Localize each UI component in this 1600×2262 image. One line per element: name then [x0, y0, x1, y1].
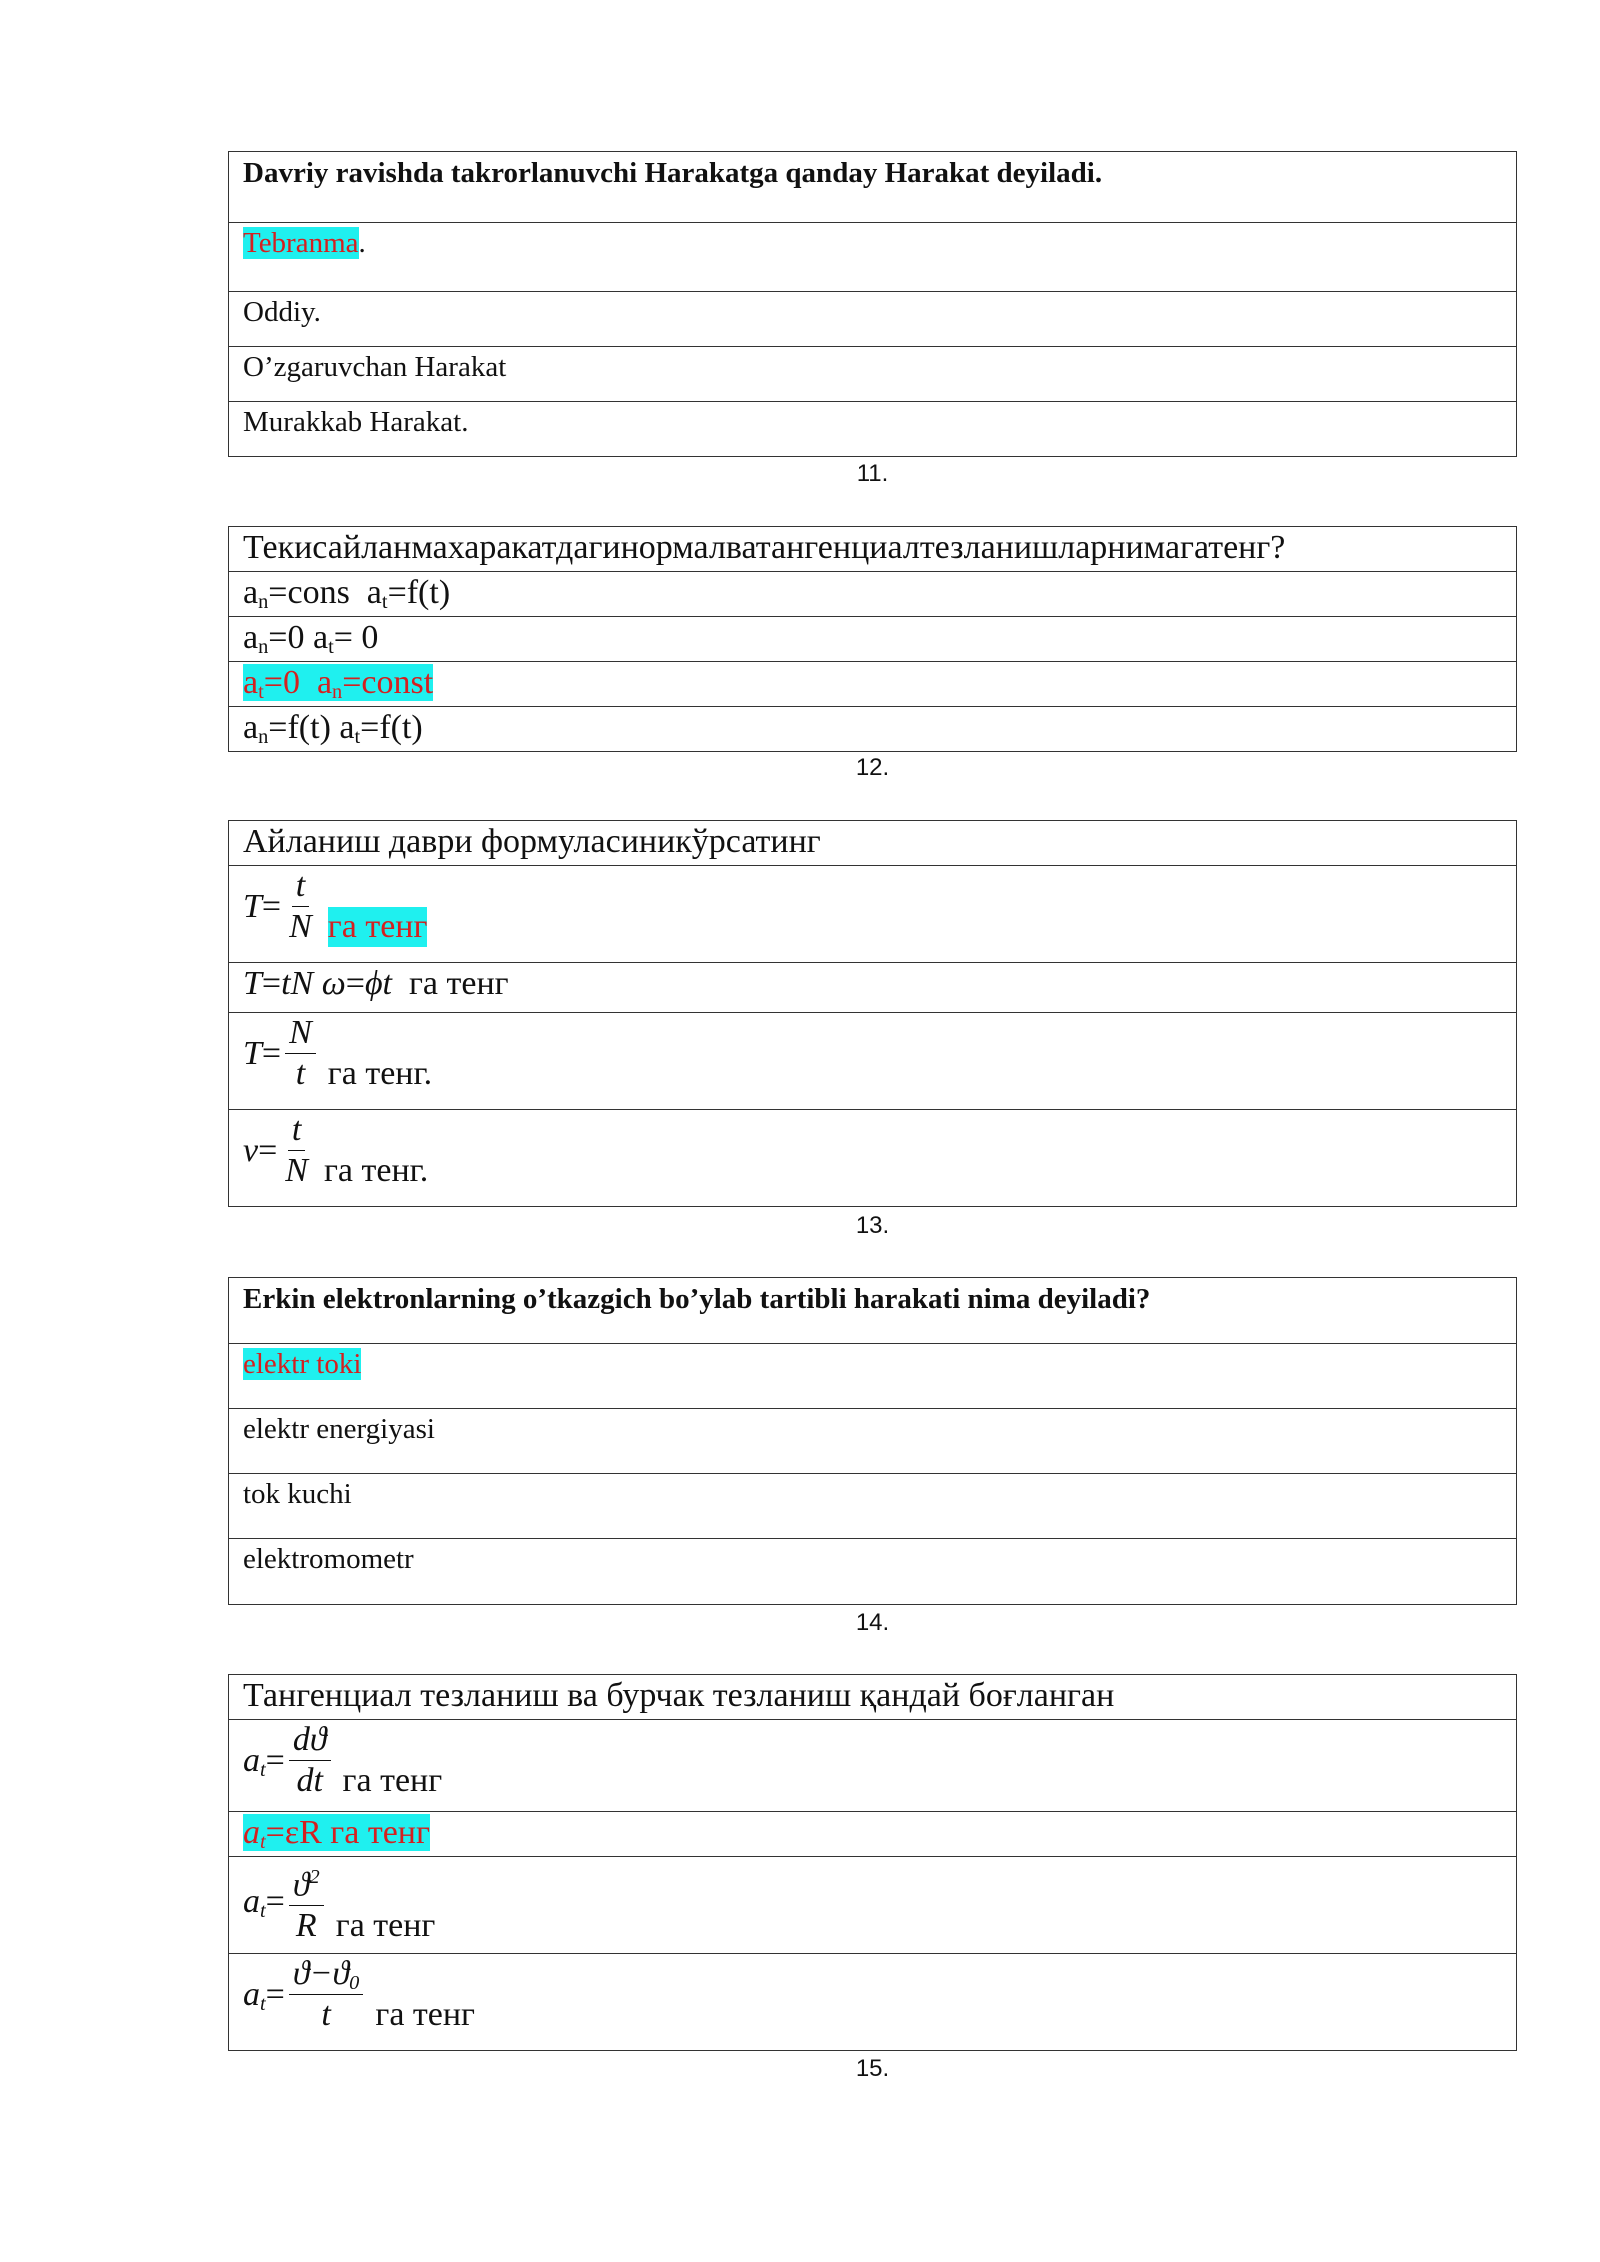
question-12-option-1[interactable]: $a_n=cons$ $a_t=f(t)$ [229, 572, 1517, 617]
formula: v = $\frac{t}{N}$ га тенг. [243, 1111, 429, 1189]
question-14-number: 14. [855, 1609, 890, 1636]
question-13-option-2[interactable]: T=tN ω=ϕt га тенг [229, 963, 1517, 1013]
question-14-option-3[interactable]: tok kuchi [229, 1474, 1517, 1539]
question-14-option-2[interactable]: elektr energiyasi [229, 1409, 1517, 1474]
question-13-option-4[interactable] [229, 1110, 1517, 1207]
formula: $a_t$ = $\frac{ϑ^2}{R}$ га тенг [243, 1857, 1502, 1946]
question-15-option-correct[interactable] [229, 1812, 1517, 1857]
question-15-table [228, 1674, 1517, 2051]
question-11-option-3[interactable]: O’zgaruvchan Harakat [229, 347, 1517, 402]
question-15-option-4[interactable] [229, 1954, 1517, 2051]
question-14-option-correct[interactable] [229, 1344, 1517, 1409]
question-13-option-correct[interactable] [229, 866, 1517, 963]
correct-answer-highlight: $a_t=\varepsilon R$ га тенг [243, 1814, 430, 1854]
question-14-option-4[interactable]: elektromometr [229, 1539, 1517, 1605]
correct-answer-highlight: $a_t=0$ $a_n=const$ [243, 664, 434, 704]
question-13-table [228, 820, 1517, 1207]
question-11-number: 11. [856, 460, 889, 487]
question-13-number: 13. [855, 1212, 890, 1239]
formula: T = $\frac{t}{N}$ га тенг [243, 867, 428, 945]
correct-answer-highlight: га тенг [327, 908, 428, 945]
correct-answer-highlight: Tebranma [243, 227, 359, 259]
question-11-option-correct[interactable]: Tebranma. [229, 223, 1517, 292]
question-13-text: Айланиш даври формуласиникўрсатинг [229, 821, 1517, 866]
question-15-text: Тангенциал тезланиш ва бурчак тезланиш қандай боғланган [229, 1675, 1517, 1720]
formula: $a_t$ = $\frac{dϑ}{dt}$ га тенг [243, 1721, 443, 1799]
question-11-option-2[interactable]: Oddiy. [229, 292, 1517, 347]
formula: T = $\frac{N}{t}$ га тенг. [243, 1014, 433, 1092]
question-14-text: Erkin elektronlarning o’tkazgich bo’ylab tartibli harakati nima deyiladi? [229, 1278, 1517, 1344]
question-15-option-1[interactable] [229, 1720, 1517, 1812]
question-12-option-4[interactable]: $a_n=f(t)$ $a_t=f(t)$ [229, 707, 1517, 752]
question-13-option-3[interactable] [229, 1013, 1517, 1110]
question-11-option-4[interactable]: Murakkab Harakat. [229, 402, 1517, 457]
question-15-number: 15. [855, 2055, 890, 2082]
question-14-table [228, 1277, 1517, 1605]
correct-answer-highlight: elektr toki [243, 1348, 362, 1380]
question-12-option-2[interactable]: $a_n=0$ $a_t= 0$ [229, 617, 1517, 662]
formula: $a_t$ = $\frac{ϑ-ϑ_0}{t}$ га тенг [243, 1955, 476, 2033]
question-12-text: Текисайланмахаракатдагинормалватангенциалтезланишларнимагатенг? [229, 527, 1517, 572]
question-12-option-correct[interactable] [229, 662, 1517, 707]
question-12-number: 12. [855, 754, 890, 781]
question-11-text: Davriy ravishda takrorlanuvchi Harakatga qanday Harakat deyiladi. [229, 152, 1517, 223]
question-12-table [228, 526, 1517, 752]
question-11-table [228, 151, 1517, 457]
question-15-option-3[interactable] [229, 1857, 1517, 1954]
